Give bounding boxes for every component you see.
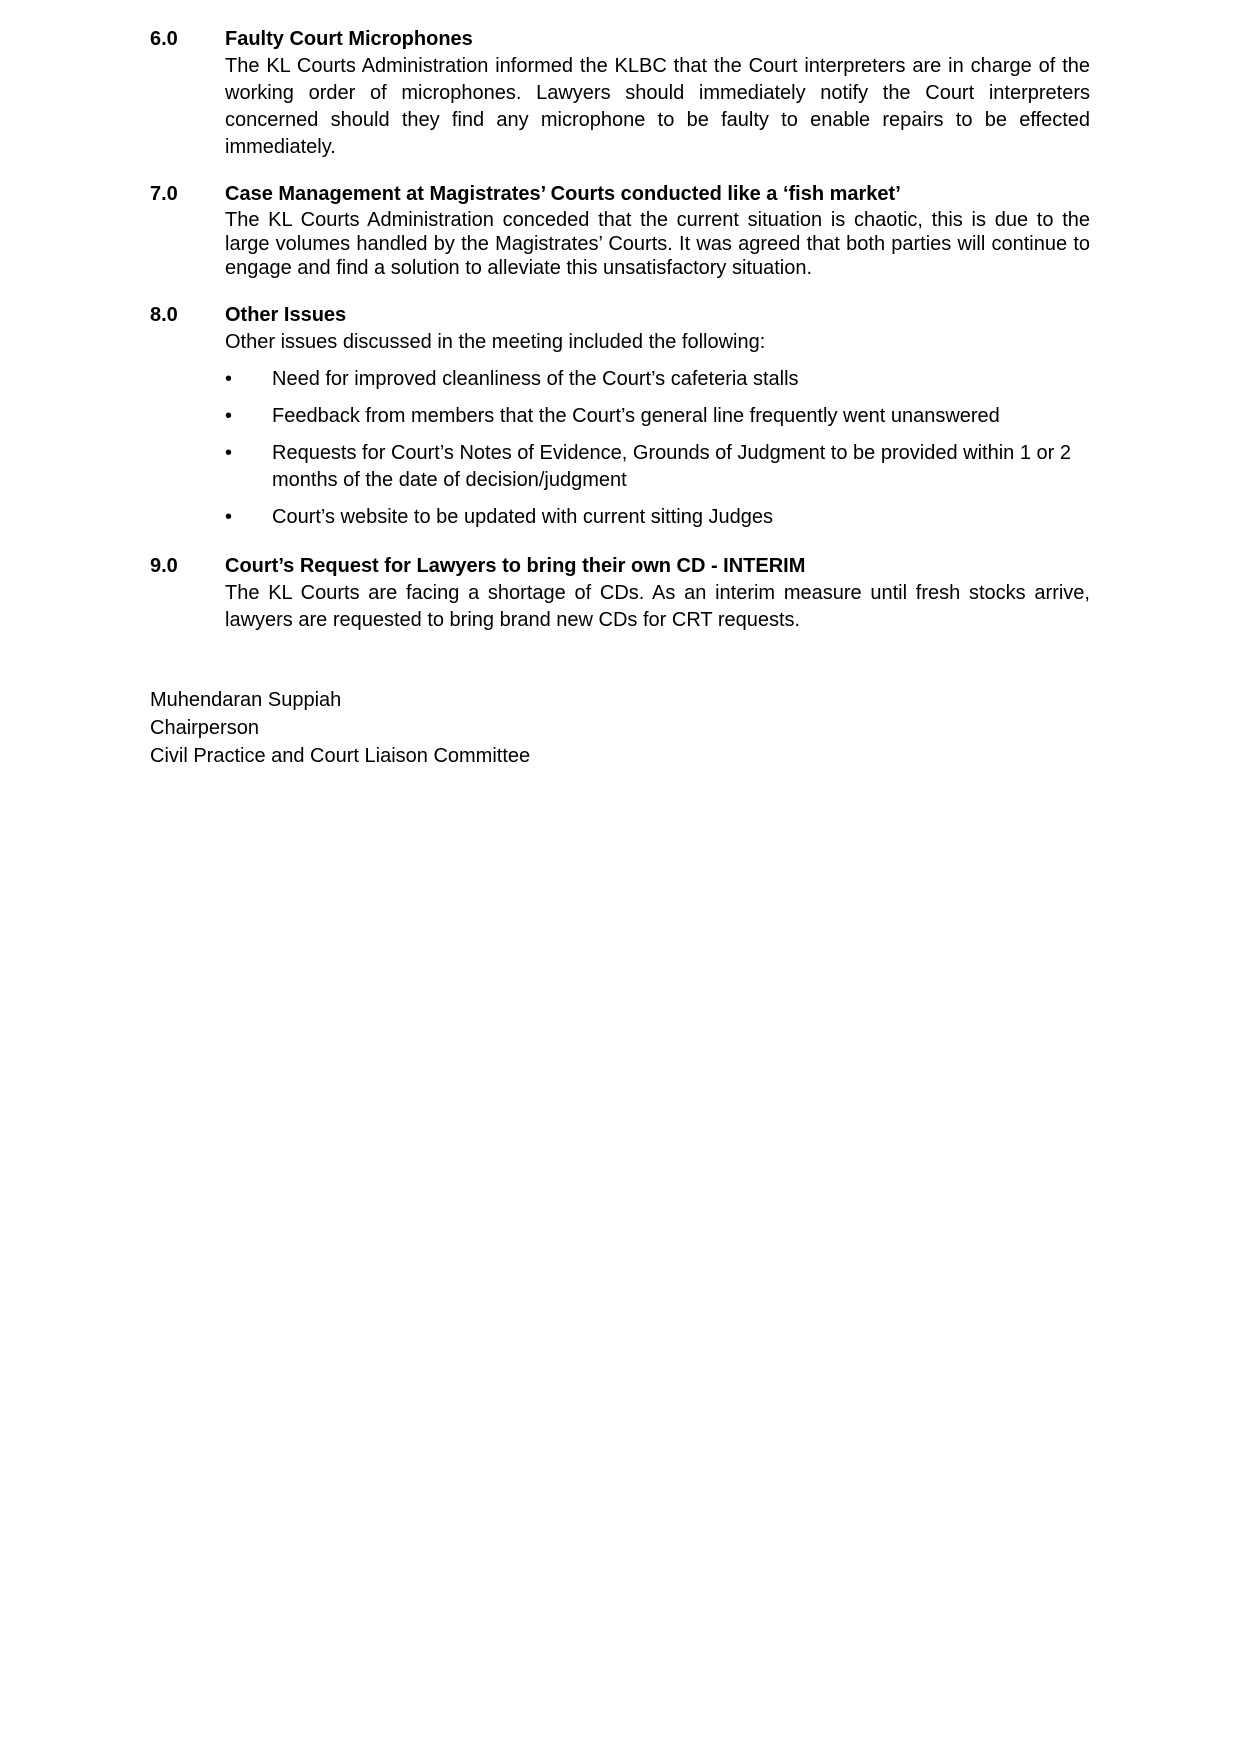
- section-body: The KL Courts Administration conceded that the current situation is chaotic, this is due to the large volumes handled by the Magistrates’ Courts. It was agreed that both parties will continue to engage and find a solution to alleviate this unsatisfactory situation.: [225, 209, 1090, 279]
- bullet-icon: •: [225, 368, 233, 390]
- section-title: Other Issues: [225, 304, 347, 326]
- section-number: 9.0: [150, 555, 178, 577]
- list-item-text: Need for improved cleanliness of the Court’s cafeteria stalls: [272, 368, 799, 390]
- signatory-committee: Civil Practice and Court Liaison Committee: [150, 745, 531, 767]
- bullet-icon: •: [225, 442, 233, 464]
- section-number: 7.0: [150, 183, 178, 205]
- section-7: [150, 181, 1090, 280]
- document-page: [150, 26, 1090, 770]
- signature-block: [150, 686, 1090, 770]
- section-body: The KL Courts Administration informed the KLBC that the Court interpreters are in charge of the working order of microphones. Lawyers should immediately notify the Court interpreters concerned should they find any microphone to be faulty to enable repairs to be effected immediately.: [225, 55, 1090, 158]
- signatory-name: Muhendaran Suppiah: [150, 689, 342, 711]
- signatory-role: Chairperson: [150, 717, 259, 739]
- list-item-text: Feedback from members that the Court’s general line frequently went unanswered: [272, 405, 1000, 427]
- list-item: [225, 504, 1090, 531]
- section-number: 6.0: [150, 28, 178, 50]
- bullet-icon: •: [225, 405, 233, 427]
- list-item: [225, 366, 1090, 393]
- section-number: 8.0: [150, 304, 178, 326]
- section-8: [150, 302, 1090, 531]
- bullet-icon: •: [225, 506, 233, 528]
- section-title: Case Management at Magistrates’ Courts conducted like a ‘fish market’: [225, 183, 901, 205]
- section-title: Court’s Request for Lawyers to bring their own CD - INTERIM: [225, 555, 806, 577]
- issues-list: [225, 366, 1090, 531]
- section-title: Faulty Court Microphones: [225, 28, 473, 50]
- list-item-text: Court’s website to be updated with current sitting Judges: [272, 506, 774, 528]
- section-9: [150, 553, 1090, 634]
- section-body: Other issues discussed in the meeting included the following:: [225, 331, 766, 353]
- list-item: [225, 403, 1090, 430]
- list-item: [225, 440, 1090, 494]
- section-6: [150, 26, 1090, 161]
- section-body: The KL Courts are facing a shortage of CDs. As an interim measure until fresh stocks arrive, lawyers are requested to bring brand new CDs for CRT requests.: [225, 582, 1090, 631]
- list-item-text: Requests for Court’s Notes of Evidence, Grounds of Judgment to be provided within 1 or 2 months of the date of decision/judgment: [272, 442, 1071, 491]
